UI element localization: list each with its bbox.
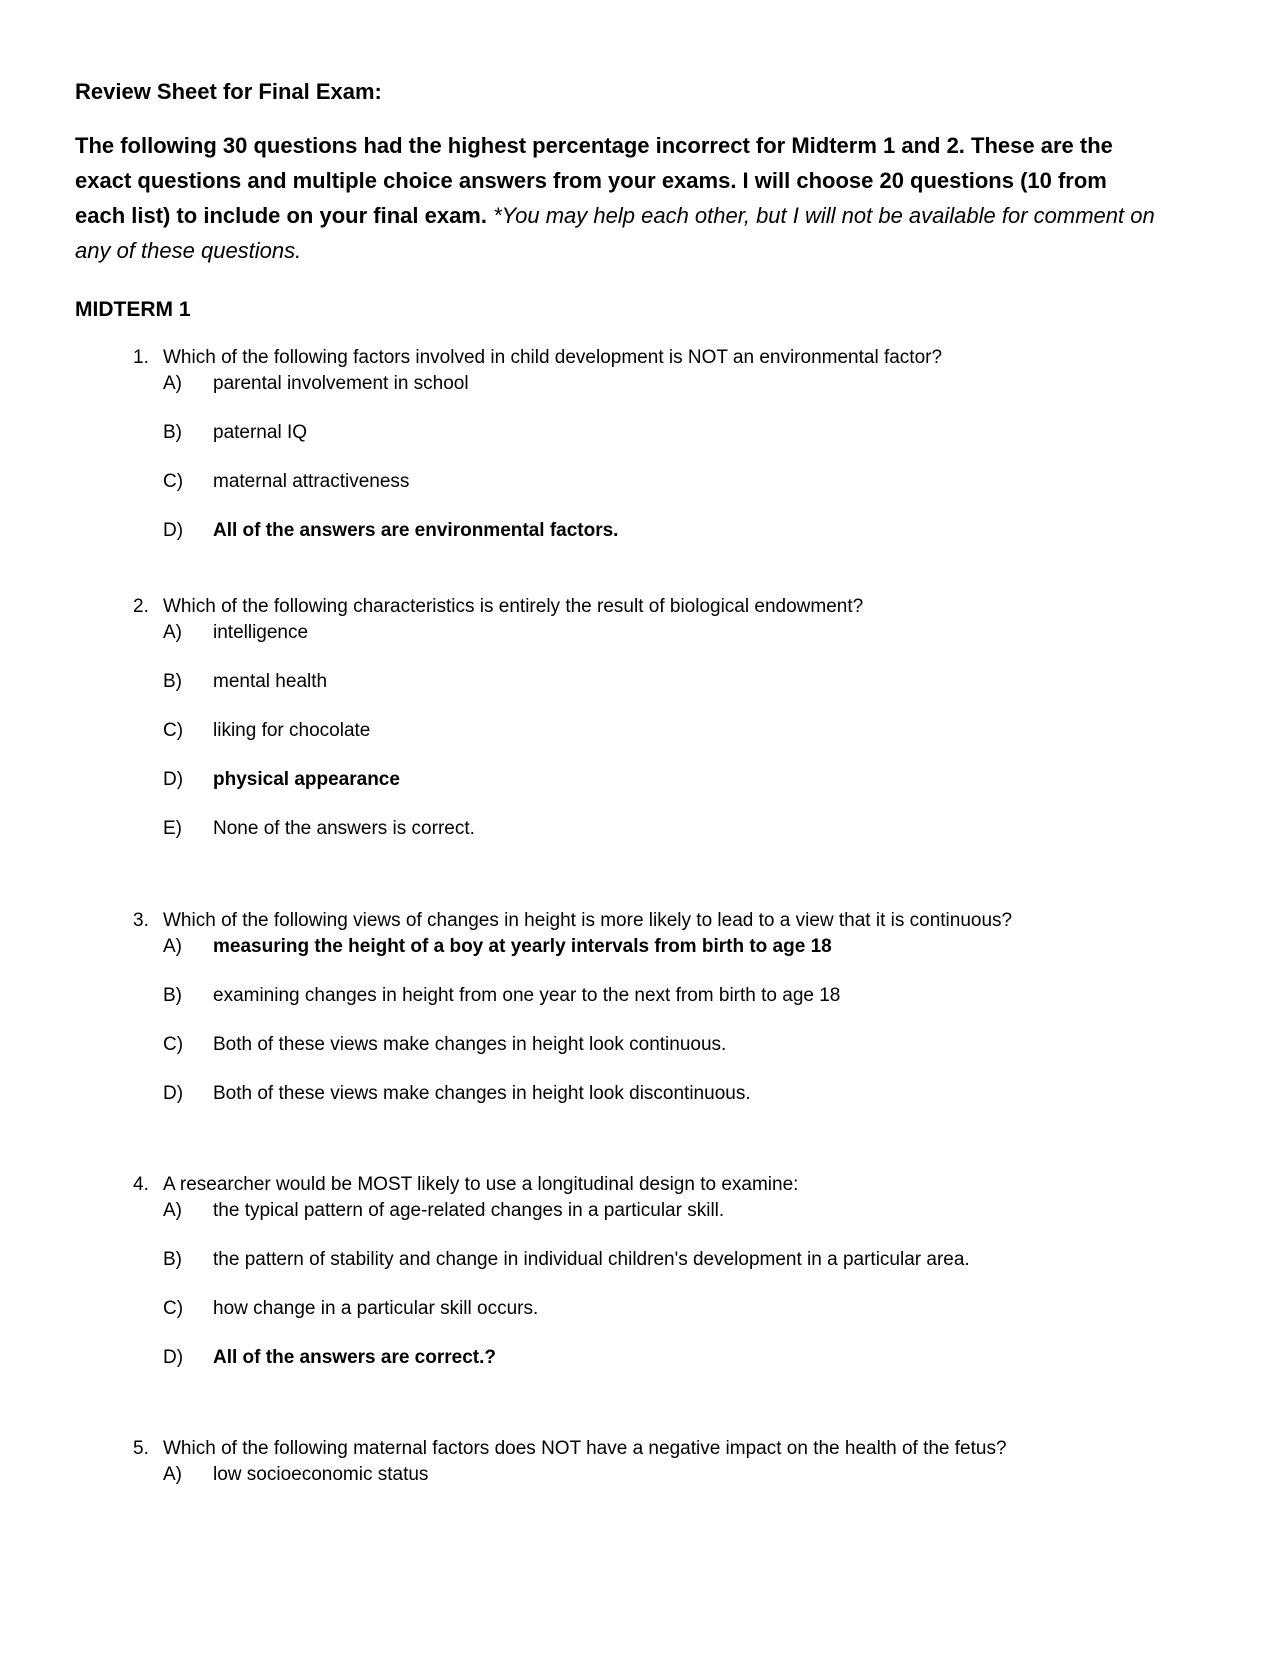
answer-text: measuring the height of a boy at yearly intervals from birth to age 18 — [213, 936, 832, 957]
answer-text: the pattern of stability and change in individual children's development in a particular area. — [213, 1249, 970, 1270]
answer-list — [163, 372, 1160, 543]
answer-letter: B) — [163, 1249, 182, 1270]
answer-option — [163, 719, 1160, 743]
answer-option — [163, 470, 1160, 494]
question-number: 4. — [133, 1174, 149, 1195]
answer-option — [163, 1199, 1160, 1223]
answer-text: physical appearance — [213, 769, 400, 790]
answer-option-correct — [163, 1346, 1160, 1370]
question-number: 2. — [133, 596, 149, 617]
answer-letter: A) — [163, 622, 182, 643]
spacer — [75, 866, 1160, 909]
question-1-stem — [133, 346, 1160, 370]
spacer — [75, 1395, 1160, 1437]
answer-letter: B) — [163, 671, 182, 692]
answer-letter: D) — [163, 1083, 184, 1104]
question-text: Which of the following views of changes in height is more likely to lead to a view that it is continuous? — [163, 910, 1013, 931]
answer-list — [163, 621, 1160, 841]
answer-text: parental involvement in school — [213, 373, 469, 394]
answer-letter: C) — [163, 720, 184, 741]
section-title: MIDTERM 1 — [75, 298, 191, 321]
answer-option-correct — [163, 519, 1160, 543]
question-text: Which of the following characteristics is entirely the result of biological endowment? — [163, 596, 864, 617]
answer-option — [163, 1082, 1160, 1106]
spacer — [75, 568, 1160, 595]
question-text: Which of the following maternal factors does NOT have a negative impact on the health of the fetus? — [163, 1438, 1007, 1459]
document-title: Review Sheet for Final Exam: — [75, 79, 382, 104]
answer-list — [163, 935, 1160, 1106]
answer-text: examining changes in height from one year to the next from birth to age 18 — [213, 985, 841, 1006]
answer-letter: C) — [163, 471, 184, 492]
answer-text: None of the answers is correct. — [213, 818, 475, 839]
answer-option — [163, 1248, 1160, 1272]
answer-list — [163, 1199, 1160, 1370]
answer-option — [163, 670, 1160, 694]
intro-italic-note: *You may help each other, but I will not be available for comment on any of these questions. — [75, 203, 1155, 263]
answer-option — [163, 1297, 1160, 1321]
answer-option — [163, 421, 1160, 445]
answer-option-correct — [163, 935, 1160, 959]
answer-text: Both of these views make changes in height look discontinuous. — [213, 1083, 751, 1104]
question-3 — [133, 909, 1160, 1106]
answer-letter: C) — [163, 1034, 184, 1055]
answer-list — [163, 1463, 1160, 1487]
answer-text: how change in a particular skill occurs. — [213, 1298, 539, 1319]
answer-text: paternal IQ — [213, 422, 307, 443]
answer-text: All of the answers are environmental factors. — [213, 520, 619, 541]
answer-option — [163, 984, 1160, 1008]
answer-letter: A) — [163, 936, 182, 957]
answer-text: maternal attractiveness — [213, 471, 410, 492]
answer-letter: B) — [163, 985, 182, 1006]
answer-text: intelligence — [213, 622, 309, 643]
answer-letter: D) — [163, 769, 184, 790]
answer-letter: D) — [163, 520, 184, 541]
question-2 — [133, 595, 1160, 841]
answer-option-correct — [163, 768, 1160, 792]
question-5-stem — [133, 1437, 1160, 1461]
answer-letter: A) — [163, 1464, 182, 1485]
question-5 — [133, 1437, 1160, 1487]
answer-option — [163, 817, 1160, 841]
question-3-stem — [133, 909, 1160, 933]
question-text: Which of the following factors involved in child development is NOT an environmental factor? — [163, 347, 943, 368]
spacer — [75, 1131, 1160, 1173]
answer-text: mental health — [213, 671, 328, 692]
answer-letter: D) — [163, 1347, 184, 1368]
answer-option — [163, 1463, 1160, 1487]
answer-option — [163, 1033, 1160, 1057]
intro-paragraph — [75, 128, 1160, 268]
intro-bold-text: The following 30 questions had the highest percentage incorrect for Midterm 1 and 2. These are the exact questions and multiple choice answers from your exams. I will choose 20 questions (10 from each list) to include on your final exam. — [75, 133, 1113, 228]
question-4-stem — [133, 1173, 1160, 1197]
question-1 — [133, 346, 1160, 543]
question-text: A researcher would be MOST likely to use a longitudinal design to examine: — [163, 1174, 799, 1195]
answer-text: Both of these views make changes in height look continuous. — [213, 1034, 727, 1055]
question-number: 5. — [133, 1438, 149, 1459]
question-2-stem — [133, 595, 1160, 619]
answer-option — [163, 372, 1160, 396]
answer-letter: E) — [163, 818, 182, 839]
answer-letter: B) — [163, 422, 182, 443]
answer-letter: A) — [163, 1200, 182, 1221]
answer-letter: A) — [163, 373, 182, 394]
question-number: 1. — [133, 347, 149, 368]
answer-text: low socioeconomic status — [213, 1464, 429, 1485]
answer-text: the typical pattern of age-related changes in a particular skill. — [213, 1200, 725, 1221]
question-4 — [133, 1173, 1160, 1370]
answer-option — [163, 621, 1160, 645]
answer-text: All of the answers are correct.? — [213, 1347, 496, 1368]
answer-letter: C) — [163, 1298, 184, 1319]
answer-text: liking for chocolate — [213, 720, 371, 741]
question-number: 3. — [133, 910, 149, 931]
